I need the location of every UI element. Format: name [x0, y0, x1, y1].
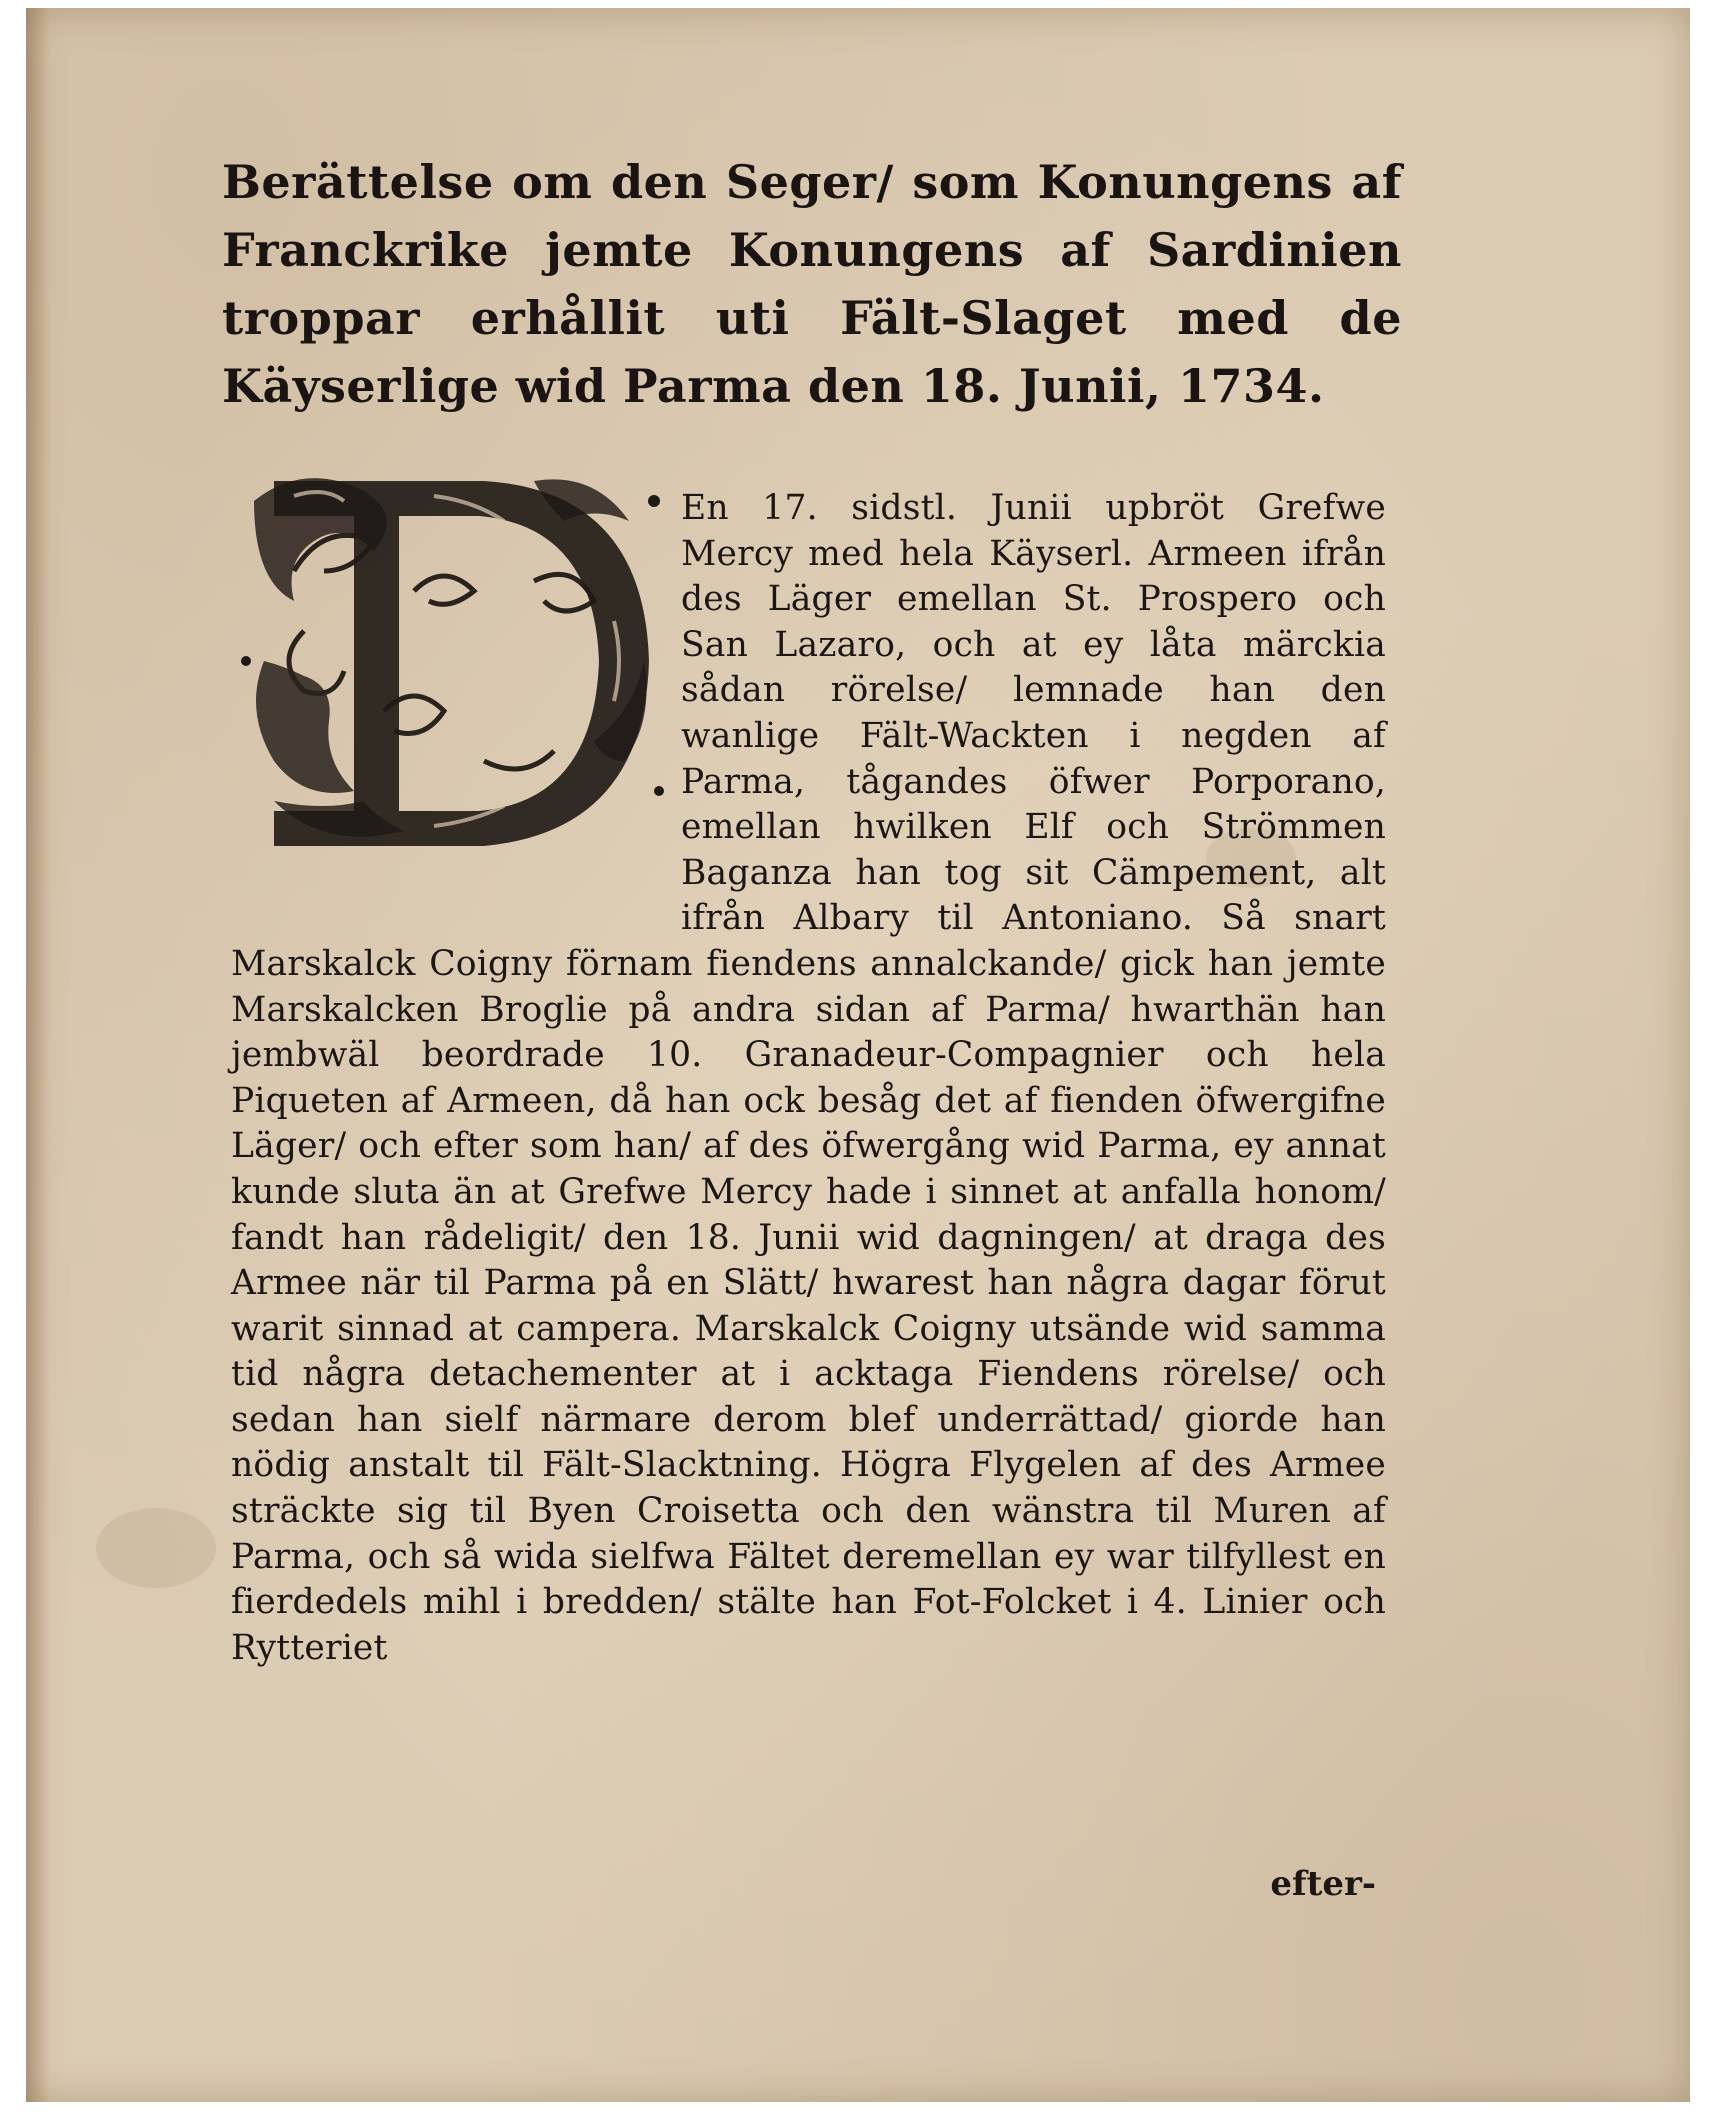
paper-page: [26, 8, 1690, 2102]
body-paragraph: En 17. sidstl. Junii upbröt Grefwe Mercy med hela Käyserl. Armeen ifrån des Läger emellan St. Prospero och San Lazaro, och at ey låta märckia sådan rörelse/ lemnade han den wanlige Fält-Wackten i negden af Parma, tågandes öfwer Porporano, emellan hwilken Elf och Strömmen Baganza han tog sit Cämpement, alt ifrån Albary til Antoniano. Så snart Marskalck Coigny förnam fiendens annalckande/ gick han jemte Marskalcken Broglie på andra sidan af Parma/ hwarthän han jembwäl beordrade 10. Granadeur-Compagnier och hela Piqueten af Armeen, då han ock besåg det af fienden öfwergifne Läger/ och efter som han/ af des öfwergång wid Parma, ey annat kunde sluta än at Grefwe Mercy hade i sinnet at anfalla honom/ fandt han rådeligit/ den 18. Junii wid dagningen/ at draga des Armee när til Parma på en Slätt/ hwarest han några dagar förut warit sinnad at campera. Marskalck Coigny utsände wid samma tid några detachementer at i acktaga Fiendens rörelse/ och sedan han sielf närmare derom blef underrättad/ giorde han nödig anstalt til Fält-Slacktning. Högra Flygelen af des Armee sträckte sig til Byen Croisetta och den wänstra til Muren af Parma, och så wida sielfwa Fältet deremellan ey war tilfyllest en fierdedels mihl i bredden/ stälte han Fot-Folcket i 4. Linier och Rytteriet: [231, 488, 1386, 1668]
initial-letter-spacer: [231, 486, 681, 910]
paper-stain: [96, 1508, 216, 1588]
page-edge-shadow: [26, 8, 50, 2102]
document-title: Berättelse om den Seger/ som Konungens af Franckrike jemte Konungens af Sardinien troppar erhållit uti Fält-Slaget med de Käyserlige wid Parma den 18. Junii, 1734.: [222, 155, 1402, 413]
catchword: efter-: [1270, 1864, 1376, 1904]
body-text-block: [231, 486, 1386, 1671]
